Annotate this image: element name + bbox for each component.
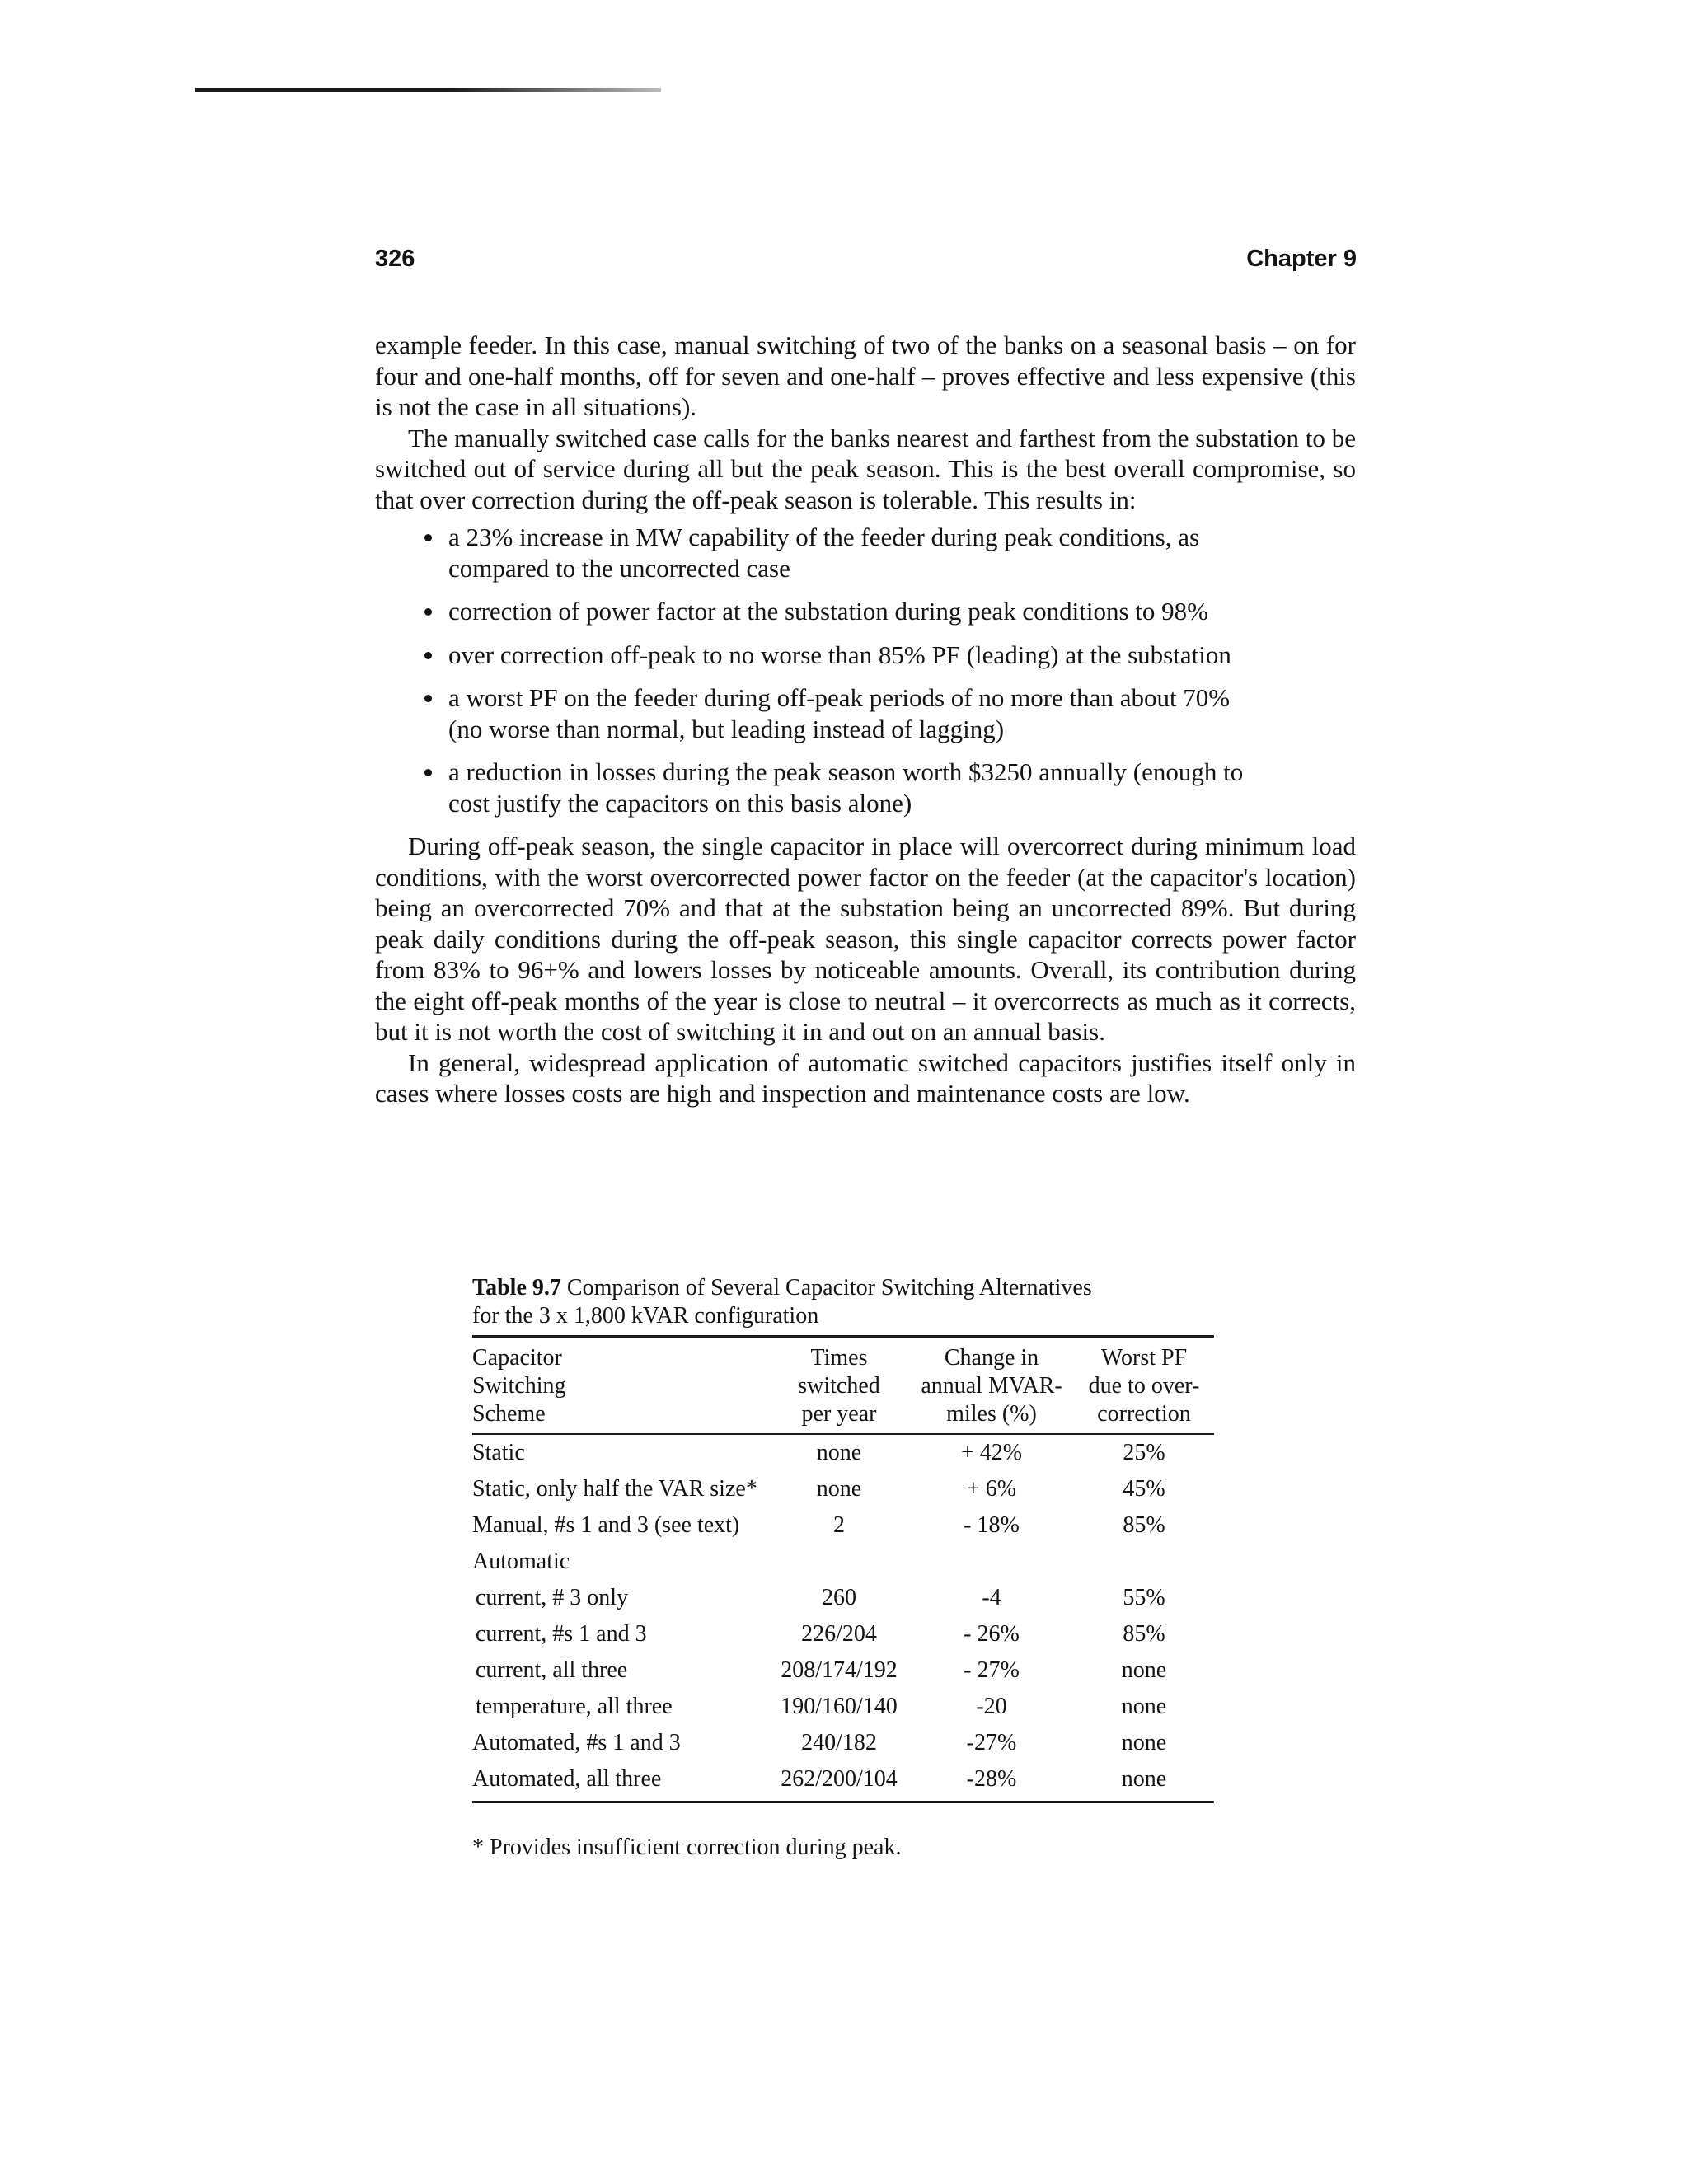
cell-change: -27% <box>966 1730 1017 1755</box>
table-row <box>472 1725 1214 1761</box>
table-row <box>472 1689 1214 1725</box>
comparison-table <box>472 1338 1214 1797</box>
cell-scheme: Manual, #s 1 and 3 (see text) <box>472 1512 740 1538</box>
top-rule <box>195 88 661 92</box>
cell-change: - 27% <box>964 1657 1020 1683</box>
list-item-text: correction of power factor at the substation during peak conditions to 98% <box>448 597 1208 626</box>
cell-change: - 26% <box>964 1621 1020 1647</box>
list-item-text: a 23% increase in MW capability of the feeder during peak conditions, as compared to the uncorrected case <box>448 523 1200 583</box>
header-text: switched <box>798 1373 880 1399</box>
cell-change: + 42% <box>960 1440 1023 1465</box>
header-text: Times <box>810 1345 868 1371</box>
list-item <box>424 640 1265 671</box>
bullet-icon <box>424 695 432 702</box>
header-text: per year <box>801 1401 877 1427</box>
cell-times <box>769 1544 909 1580</box>
header-capacitor-scheme <box>472 1338 769 1433</box>
header-text: miles (%) <box>946 1401 1037 1427</box>
cell-worst-pf: none <box>1121 1766 1167 1792</box>
cell-change: -28% <box>966 1766 1017 1792</box>
cell-worst-pf: 45% <box>1123 1476 1165 1502</box>
table-row <box>472 1652 1214 1689</box>
table-row <box>472 1471 1214 1507</box>
paragraph-2: The manually switched case calls for the banks nearest and farthest from the substation to be switched out of service during all but the peak season. This is the best overall compromise, so that over correction during the off-peak season is tolerable. This results in: <box>375 423 1356 514</box>
cell-worst-pf: 25% <box>1123 1440 1165 1465</box>
cell-times: 2 <box>833 1512 845 1538</box>
header-text: Worst PF <box>1100 1345 1188 1371</box>
cell-times: none <box>816 1440 862 1465</box>
header-text: Change in <box>944 1345 1039 1371</box>
page-number: 326 <box>375 246 415 272</box>
cell-change <box>909 1544 1074 1580</box>
table-footnote: * Provides insufficient correction during peak. <box>472 1835 902 1860</box>
cell-change: - 18% <box>964 1512 1020 1538</box>
paragraph-3: During off-peak season, the single capacitor in place will overcorrect during minimum load conditions, with the worst overcorrected power factor on the feeder (at the capacitor's location) being an overcorrected 70% and that at the substation being an uncorrected 89%. But during peak daily conditions during the off-peak season, this single capacitor corrects power factor from 83% to 96+% and lowers losses by noticeable amounts. Overall, its contribution during the eight off-peak months of the year is close to neutral – it overcorrects as much as it corrects, but it is not worth the cost of switching it in and out on an annual basis. <box>375 832 1356 1046</box>
cell-scheme: current, # 3 only <box>476 1585 629 1610</box>
header-text: correction <box>1097 1401 1191 1427</box>
header-text: Scheme <box>472 1401 546 1427</box>
cell-worst-pf <box>1074 1544 1214 1580</box>
table-row <box>472 1761 1214 1797</box>
cell-times: 240/182 <box>801 1730 877 1755</box>
bullet-icon <box>424 534 432 541</box>
cell-scheme: Automatic <box>472 1549 570 1574</box>
table-caption-line1: Comparison of Several Capacitor Switching Alternatives <box>566 1275 1092 1301</box>
header-worst-pf <box>1074 1338 1214 1433</box>
table-label: Table 9.7 <box>472 1275 561 1301</box>
cell-scheme: Automated, all three <box>472 1766 662 1792</box>
cell-times: 260 <box>822 1585 856 1610</box>
table-row <box>472 1580 1214 1616</box>
body-text <box>375 330 1356 1109</box>
cell-worst-pf: 85% <box>1123 1512 1165 1538</box>
header-times-switched <box>769 1338 909 1433</box>
table-bottom-rule <box>472 1801 1214 1803</box>
cell-worst-pf: none <box>1121 1694 1167 1719</box>
header-text: due to over- <box>1088 1373 1200 1399</box>
cell-change: -20 <box>976 1694 1007 1719</box>
cell-times: 262/200/104 <box>781 1766 898 1792</box>
bullet-icon <box>424 769 432 776</box>
list-item-text: a worst PF on the feeder during off-peak periods of no more than about 70% (no worse than normal, but leading instead of lagging) <box>448 683 1231 743</box>
cell-scheme: temperature, all three <box>476 1694 673 1719</box>
header-text: Switching <box>472 1373 566 1399</box>
table-header-row <box>472 1338 1214 1433</box>
list-item-text: over correction off-peak to no worse than 85% PF (leading) at the substation <box>448 640 1231 669</box>
bullet-icon <box>424 608 432 616</box>
table-row <box>472 1544 1214 1580</box>
cell-scheme: current, #s 1 and 3 <box>476 1621 647 1647</box>
table-block <box>472 1274 1214 1803</box>
cell-scheme: Static, only half the VAR size* <box>472 1476 757 1502</box>
bullet-icon <box>424 652 432 659</box>
cell-change: -4 <box>982 1585 1001 1610</box>
cell-change: + 6% <box>966 1476 1017 1502</box>
cell-worst-pf: 55% <box>1123 1585 1165 1610</box>
cell-times: none <box>816 1476 862 1502</box>
cell-scheme: Static <box>472 1440 525 1465</box>
header-text: Capacitor <box>472 1345 562 1371</box>
table-row <box>472 1616 1214 1652</box>
chapter-label: Chapter 9 <box>1246 246 1357 272</box>
list-item <box>424 522 1265 583</box>
cell-worst-pf: none <box>1121 1730 1167 1755</box>
list-item <box>424 757 1265 818</box>
cell-times: 208/174/192 <box>781 1657 898 1683</box>
table-caption <box>472 1274 1214 1330</box>
cell-times: 190/160/140 <box>781 1694 898 1719</box>
list-item-text: a reduction in losses during the peak season worth $3250 annually (enough to cost justify the capacitors on this basis alone) <box>448 757 1244 818</box>
header-text: annual MVAR- <box>921 1373 1062 1399</box>
paragraph-4: In general, widespread application of automatic switched capacitors justifies itself only in cases where losses costs are high and inspection and maintenance costs are low. <box>375 1047 1356 1108</box>
table-row <box>472 1507 1214 1544</box>
header-change-mvar <box>909 1338 1074 1433</box>
table-row <box>472 1435 1214 1471</box>
cell-worst-pf: none <box>1121 1657 1167 1683</box>
cell-worst-pf: 85% <box>1123 1621 1165 1647</box>
cell-times: 226/204 <box>801 1621 877 1647</box>
list-item <box>424 682 1265 744</box>
results-list <box>375 522 1265 818</box>
cell-scheme: Automated, #s 1 and 3 <box>472 1730 681 1755</box>
paragraph-1: example feeder. In this case, manual switching of two of the banks on a seasonal basis – on for four and one-half months, off for seven and one-half – proves effective and less expensive (this is not the case in all situations). <box>375 330 1356 421</box>
cell-scheme: current, all three <box>476 1657 628 1683</box>
list-item <box>424 596 1265 627</box>
table-caption-line2: for the 3 x 1,800 kVAR configuration <box>472 1303 819 1329</box>
